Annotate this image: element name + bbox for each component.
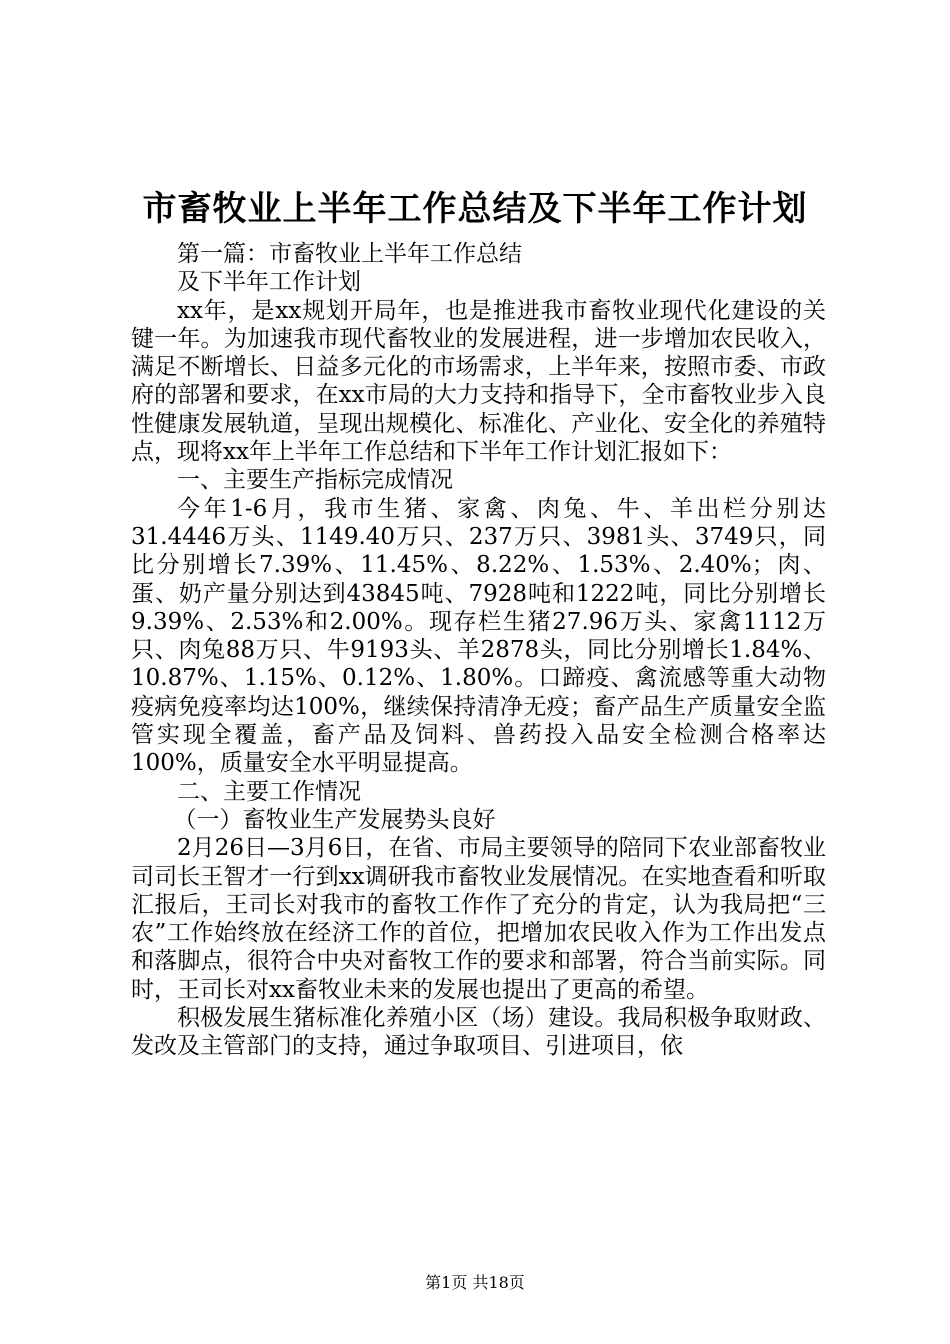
research-visit-paragraph: 2月26日—3月6日，在省、市局主要领导的陪同下农业部畜牧业司司长王智才一行到xx调研我市畜牧业发展情况。在实地查看和听取汇报后，王司长对我市的畜牧工作作了充分的肯定，认为我局把“三农”工作始终放在经济工作的首位，把增加农民收入作为工作出发点和落脚点，很符合中央对畜牧工作的要求和部署，符合当前实际。同时，王司长对xx畜牧业未来的发展也提出了更高的希望。 [131, 835, 826, 1003]
section-title-line-2: 及下半年工作计划 [177, 269, 361, 296]
heading-production-indicators: 一、主要生产指标完成情况 [177, 467, 453, 494]
document-body [131, 240, 826, 1061]
heading-main-work: 二、主要工作情况 [177, 778, 361, 805]
section-title-line-1: 第一篇：市畜牧业上半年工作总结 [177, 241, 522, 267]
production-indicators-paragraph: 今年1-6月，我市生猪、家禽、肉兔、牛、羊出栏分别达31.4446万头、1149.40万只、237万只、3981头、3749只，同比分别增长7.39%、11.45%、8.22%、1.53%、2.40%；肉、蛋、奶产量分别达到43845吨、7928吨和1222吨，同比分别增长9.39%、2.53%和2.00%。现存栏生猪27.96万头、家禽1112万只、肉兔88万只、牛9193头、羊2878头，同比分别增长1.84%、10.87%、1.15%、0.12%、1.80%。口蹄疫、禽流感等重大动物疫病免疫率均达100%，继续保持清净无疫；畜产品生产质量安全监管实现全覆盖，畜产品及饲料、兽药投入品安全检测合格率达100%，质量安全水平明显提高。 [131, 495, 826, 777]
document-title: 市畜牧业上半年工作总结及下半年工作计划 [142, 189, 808, 229]
standardized-farming-paragraph: 积极发展生猪标准化养殖小区（场）建设。我局积极争取财政、发改及主管部门的支持，通过争取项目、引进项目，依 [131, 1005, 826, 1060]
subheading-development: （一）畜牧业生产发展势头良好 [173, 806, 496, 833]
page-number-footer: 第1页 共18页 [425, 1273, 525, 1292]
intro-paragraph: xx年，是xx规划开局年，也是推进我市畜牧业现代化建设的关键一年。为加速我市现代畜牧业的发展进程，进一步增加农民收入，满足不断增长、日益多元化的市场需求，上半年来，按照市委、市政府的部署和要求，在xx市局的大力支持和指导下，全市畜牧业步入良性健康发展轨道，呈现出规模化、标准化、产业化、安全化的养殖特点，现将xx年上半年工作总结和下半年工作计划汇报如下： [131, 297, 826, 466]
